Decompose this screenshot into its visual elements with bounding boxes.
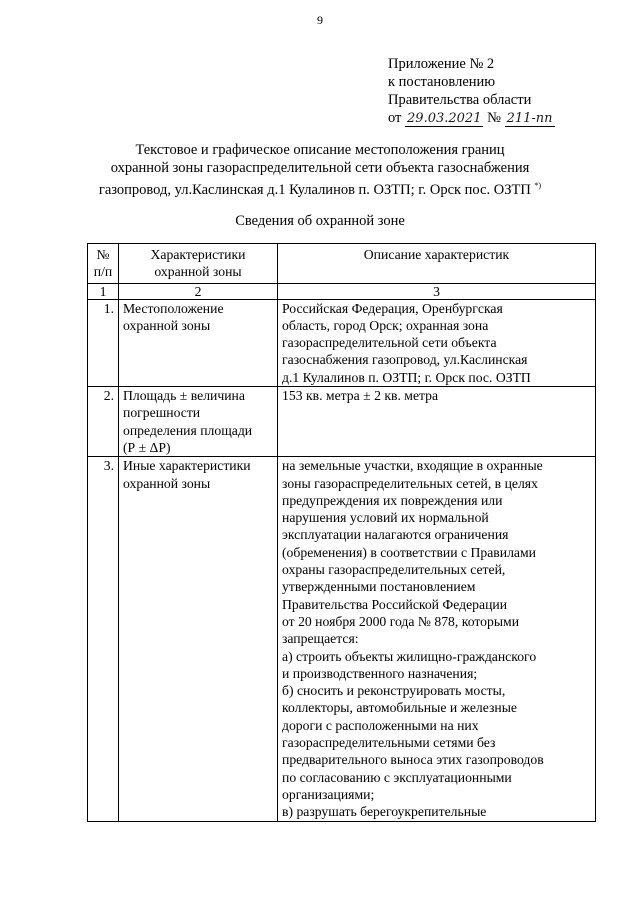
- column-number-row: [88, 283, 596, 299]
- page-number: 9: [317, 13, 323, 27]
- appendix-line: Приложение № 2: [388, 56, 495, 72]
- row-number: 1.: [88, 299, 119, 386]
- header-cell: Характеристики охранной зоны: [119, 244, 278, 284]
- description-cell: Российская Федерация, Оренбургская область, город Орск; охранная зона газораспределительной сети объекта газоснабжения газопровод, ул.Каслинская д.1 Кулалинов п. ОЗТП; г. Орск пос. ОЗТП: [278, 299, 596, 386]
- header-cell: Описание характеристик: [278, 244, 596, 284]
- description-cell: 153 кв. метра ± 2 кв. метра: [278, 387, 596, 457]
- column-number: 3: [278, 283, 596, 299]
- title-line: газопровод, ул.Каслинская д.1 Кулалинов п. ОЗТП; г. Орск пос. ОЗТП *): [98, 181, 542, 198]
- section-heading: Сведения об охранной зоне: [235, 213, 405, 229]
- table-row: [88, 387, 596, 457]
- characteristic-cell: Площадь ± величина погрешности определения площади (Р ± ΔР): [119, 387, 278, 457]
- header-cell: № п/п: [88, 244, 119, 284]
- date-prefix: от: [388, 110, 402, 126]
- title-line: Текстовое и графическое описание местоположения границ: [135, 142, 505, 158]
- column-number: 1: [88, 283, 119, 299]
- handwritten-date: 29.03.2021: [407, 111, 482, 126]
- protected-zone-table: [87, 243, 596, 822]
- characteristic-cell: Иные характеристики охранной зоны: [119, 457, 278, 821]
- document-title: [40, 141, 600, 199]
- table-header-row: [88, 244, 596, 284]
- title-line: охранной зоны газораспределительной сети объекта газоснабжения: [110, 160, 530, 176]
- number-sign: №: [487, 110, 501, 126]
- footnote-mark: *): [534, 181, 542, 190]
- characteristic-cell: Местоположение охранной зоны: [119, 299, 278, 386]
- handwritten-number: 211-пп: [506, 111, 553, 126]
- column-number: 2: [119, 283, 278, 299]
- table-row: [88, 457, 596, 821]
- appendix-date-line: [388, 109, 555, 127]
- description-cell: на земельные участки, входящие в охранные зоны газораспределительных сетей, в целях предупреждения их повреждения или нарушения условий их нормальной эксплуатации налагаются ограничения (обременения) в соответствии с Правилами охраны газораспределительных сетей, утвержденными постановлением Правительства Российской Федерации от 20 ноября 2000 года № 878, которыми запрещается: а) строить объекты жилищно-гражданского и производственного назначения; б) сносить и реконструировать мосты, коллекторы, автомобильные и железные дороги с расположенными на них газораспределительными сетями без предварительного выноса этих газопроводов по согласованию с эксплуатационными организациями; в) разрушать берегоукрепительные: [278, 457, 596, 821]
- row-number: 3.: [88, 457, 119, 821]
- table-row: [88, 299, 596, 386]
- row-number: 2.: [88, 387, 119, 457]
- appendix-line: к постановлению: [388, 74, 496, 90]
- appendix-block: [388, 55, 555, 127]
- appendix-line: Правительства области: [388, 92, 532, 108]
